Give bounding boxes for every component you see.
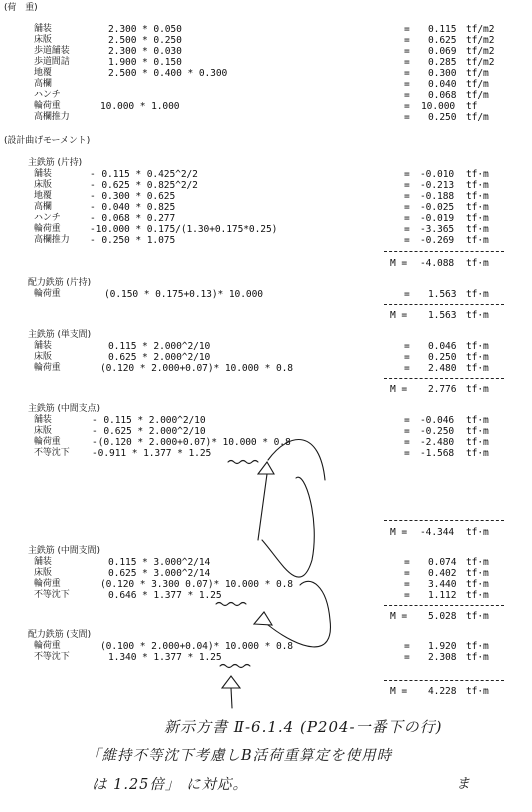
row-name: ハンチ: [34, 213, 61, 223]
total-unit: tf·m: [466, 384, 489, 395]
load-eq: =: [404, 68, 410, 79]
row-value: -0.019: [420, 213, 455, 224]
load-expr: 2.300 * 0.030: [108, 46, 182, 57]
load-eq: =: [404, 35, 410, 46]
row-expr: -10.000 * 0.175/(1.30+0.175*0.25): [90, 224, 278, 235]
row-value: -0.025: [420, 202, 455, 213]
handwritten-note-line2: 「維持不等沈下考慮しB活荷重算定を使用時: [86, 748, 393, 764]
row-name: 舗装: [34, 415, 52, 425]
row-eq: =: [404, 448, 410, 459]
block-title: 主鉄筋 (片持): [28, 158, 83, 168]
load-eq: =: [404, 57, 410, 68]
row-name: 舗装: [34, 341, 52, 351]
row-name: 不等沈下: [34, 652, 70, 662]
total-value: -4.088: [420, 258, 455, 269]
load-value: 10.000: [421, 101, 456, 112]
load-eq: =: [404, 101, 410, 112]
total-value: 5.028: [428, 611, 457, 622]
row-value: -0.250: [420, 426, 455, 437]
wavy-underline: [220, 665, 250, 668]
row-value: -0.213: [420, 180, 455, 191]
row-expr: (0.120 * 3.300 0.07)* 10.000 * 0.8: [100, 579, 293, 590]
row-expr: - 0.068 * 0.277: [90, 213, 176, 224]
load-name: 輪荷重: [34, 101, 61, 111]
load-unit: tf: [466, 101, 478, 112]
row-eq: =: [404, 191, 410, 202]
row-eq: =: [404, 202, 410, 213]
row-unit: tf·m: [466, 224, 489, 235]
total-unit: tf·m: [466, 611, 489, 622]
load-eq: =: [404, 79, 410, 90]
total-unit: tf·m: [466, 527, 489, 538]
row-eq: =: [404, 426, 410, 437]
connector-curve: [262, 477, 314, 577]
handwritten-note-end: ま: [456, 776, 471, 792]
load-eq: =: [404, 24, 410, 35]
row-name: 床版: [34, 426, 52, 436]
row-expr: (0.150 * 0.175+0.13)* 10.000: [104, 289, 263, 300]
total-value: 1.563: [428, 310, 457, 321]
row-expr: 1.340 * 1.377 * 1.25: [108, 652, 222, 663]
row-eq: =: [404, 363, 410, 374]
row-name: 舗装: [34, 169, 52, 179]
row-value: 1.563: [428, 289, 457, 300]
load-expr: 1.900 * 0.150: [108, 57, 182, 68]
total-unit: tf·m: [466, 686, 489, 697]
row-eq: =: [404, 557, 410, 568]
row-eq: =: [404, 213, 410, 224]
wavy-underline: [216, 603, 246, 606]
total-label: M =: [390, 686, 408, 697]
row-eq: =: [404, 579, 410, 590]
load-value: 0.300: [428, 68, 457, 79]
row-unit: tf·m: [466, 169, 489, 180]
load-section-header: (荷 重): [4, 3, 38, 13]
row-eq: =: [404, 352, 410, 363]
arrow-head-icon: [222, 676, 240, 688]
row-value: -1.568: [420, 448, 455, 459]
handwritten-note-line1: 新示方書 Ⅱ-6.1.4 (P204-一番下の行): [164, 718, 443, 736]
block-title: 配力鉄筋 (支間): [28, 630, 91, 640]
design-section-header: (設計曲げモーメント): [4, 136, 91, 146]
total-value: 4.228: [428, 686, 457, 697]
block-title: 主鉄筋 (中間支点): [28, 404, 100, 414]
row-eq: =: [404, 224, 410, 235]
load-value: 0.040: [428, 79, 457, 90]
row-unit: tf·m: [466, 191, 489, 202]
row-expr: - 0.625 * 2.000^2/10: [92, 426, 206, 437]
row-unit: tf·m: [466, 235, 489, 246]
arrow-line: [258, 474, 267, 540]
row-eq: =: [404, 590, 410, 601]
connector-curve: [268, 581, 330, 647]
handwritten-note-line3: は 1.25倍」 に対応。: [92, 777, 249, 793]
row-unit: tf·m: [466, 641, 489, 652]
row-unit: tf·m: [466, 213, 489, 224]
row-eq: =: [404, 652, 410, 663]
row-value: 0.074: [428, 557, 457, 568]
load-name: 高欄推力: [34, 112, 70, 122]
row-unit: tf·m: [466, 557, 489, 568]
load-value: 0.625: [428, 35, 457, 46]
row-expr: -0.911 * 1.377 * 1.25: [92, 448, 212, 459]
load-name: 高欄: [34, 79, 52, 89]
row-expr: 0.115 * 3.000^2/14: [108, 557, 211, 568]
load-expr: 2.500 * 0.400 * 0.300: [108, 68, 228, 79]
connector-curve: [268, 440, 325, 480]
row-eq: =: [404, 235, 410, 246]
total-label: M =: [390, 258, 408, 269]
load-value: 0.068: [428, 90, 457, 101]
row-name: 床版: [34, 180, 52, 190]
load-value: 0.115: [428, 24, 457, 35]
row-unit: tf·m: [466, 341, 489, 352]
row-expr: 0.115 * 2.000^2/10: [108, 341, 211, 352]
block-title: 配力鉄筋 (片持): [28, 278, 91, 288]
row-value: 2.308: [428, 652, 457, 663]
row-name: 輪荷重: [34, 437, 61, 447]
load-expr: 2.500 * 0.250: [108, 35, 182, 46]
row-unit: tf·m: [466, 448, 489, 459]
row-eq: =: [404, 437, 410, 448]
load-unit: tf/m2: [466, 46, 495, 57]
row-value: -0.269: [420, 235, 455, 246]
load-unit: tf/m2: [466, 57, 495, 68]
row-name: 輪荷重: [34, 579, 61, 589]
row-name: 床版: [34, 352, 52, 362]
row-value: -0.188: [420, 191, 455, 202]
row-unit: tf·m: [466, 568, 489, 579]
total-value: -4.344: [420, 527, 455, 538]
load-name: 歩道舗装: [34, 46, 70, 56]
load-expr: 2.300 * 0.050: [108, 24, 182, 35]
row-unit: tf·m: [466, 180, 489, 191]
row-name: 舗装: [34, 557, 52, 567]
row-name: 高欄推力: [34, 235, 70, 245]
total-value: 2.776: [428, 384, 457, 395]
row-expr: - 0.115 * 2.000^2/10: [92, 415, 206, 426]
row-unit: tf·m: [466, 289, 489, 300]
block-title: 主鉄筋 (中間支間): [28, 546, 100, 556]
row-name: 不等沈下: [34, 448, 70, 458]
load-name: 床版: [34, 35, 52, 45]
row-expr: - 0.040 * 0.825: [90, 202, 176, 213]
load-unit: tf/m: [466, 112, 489, 123]
total-unit: tf·m: [466, 258, 489, 269]
row-expr: (0.100 * 2.000+0.04)* 10.000 * 0.8: [100, 641, 293, 652]
load-eq: =: [404, 112, 410, 123]
row-value: -0.010: [420, 169, 455, 180]
row-value: -0.046: [420, 415, 455, 426]
row-value: 0.402: [428, 568, 457, 579]
row-name: 高欄: [34, 202, 52, 212]
row-value: 2.480: [428, 363, 457, 374]
row-eq: =: [404, 341, 410, 352]
row-name: 床版: [34, 568, 52, 578]
load-eq: =: [404, 46, 410, 57]
row-expr: - 0.250 * 1.075: [90, 235, 176, 246]
total-label: M =: [390, 384, 408, 395]
row-expr: 0.625 * 3.000^2/14: [108, 568, 211, 579]
total-label: M =: [390, 527, 408, 538]
row-value: 0.046: [428, 341, 457, 352]
row-expr: 0.646 * 1.377 * 1.25: [108, 590, 222, 601]
row-eq: =: [404, 568, 410, 579]
row-expr: 0.625 * 2.000^2/10: [108, 352, 211, 363]
load-unit: tf/m: [466, 90, 489, 101]
row-value: -2.480: [420, 437, 455, 448]
load-unit: tf/m: [466, 68, 489, 79]
row-expr: - 0.115 * 0.425^2/2: [90, 169, 198, 180]
row-eq: =: [404, 289, 410, 300]
row-unit: tf·m: [466, 579, 489, 590]
load-unit: tf/m2: [466, 35, 495, 46]
block-title: 主鉄筋 (単支間): [28, 330, 91, 340]
load-name: 地覆: [34, 68, 52, 78]
row-value: 3.440: [428, 579, 457, 590]
arrow-line: [231, 688, 232, 708]
row-expr: - 0.625 * 0.825^2/2: [90, 180, 198, 191]
load-eq: =: [404, 90, 410, 101]
load-name: ハンチ: [34, 90, 61, 100]
row-name: 輪荷重: [34, 224, 61, 234]
row-value: 1.920: [428, 641, 457, 652]
row-unit: tf·m: [466, 652, 489, 663]
total-label: M =: [390, 310, 408, 321]
row-unit: tf·m: [466, 415, 489, 426]
wavy-underline: [228, 461, 258, 464]
arrow-head-icon: [254, 612, 272, 625]
total-unit: tf·m: [466, 310, 489, 321]
total-label: M =: [390, 611, 408, 622]
row-name: 輪荷重: [34, 641, 61, 651]
row-expr: (0.120 * 2.000+0.07)* 10.000 * 0.8: [100, 363, 293, 374]
row-name: 輪荷重: [34, 363, 61, 373]
row-unit: tf·m: [466, 426, 489, 437]
row-unit: tf·m: [466, 590, 489, 601]
row-eq: =: [404, 180, 410, 191]
load-value: 0.285: [428, 57, 457, 68]
row-value: 1.112: [428, 590, 457, 601]
load-name: 歩道間詰: [34, 57, 70, 67]
row-expr: - 0.300 * 0.625: [90, 191, 176, 202]
load-name: 舗装: [34, 24, 52, 34]
row-value: -3.365: [420, 224, 455, 235]
row-name: 不等沈下: [34, 590, 70, 600]
row-unit: tf·m: [466, 363, 489, 374]
row-unit: tf·m: [466, 352, 489, 363]
row-eq: =: [404, 641, 410, 652]
row-eq: =: [404, 169, 410, 180]
load-unit: tf/m: [466, 79, 489, 90]
load-value: 0.069: [428, 46, 457, 57]
row-unit: tf·m: [466, 437, 489, 448]
row-name: 輪荷重: [34, 289, 61, 299]
row-expr: -(0.120 * 2.000+0.07)* 10.000 * 0.8: [92, 437, 291, 448]
load-unit: tf/m2: [466, 24, 495, 35]
row-eq: =: [404, 415, 410, 426]
arrow-head-icon: [258, 462, 274, 474]
row-value: 0.250: [428, 352, 457, 363]
row-unit: tf·m: [466, 202, 489, 213]
row-name: 地覆: [34, 191, 52, 201]
load-expr: 10.000 * 1.000: [100, 101, 180, 112]
load-value: 0.250: [428, 112, 457, 123]
